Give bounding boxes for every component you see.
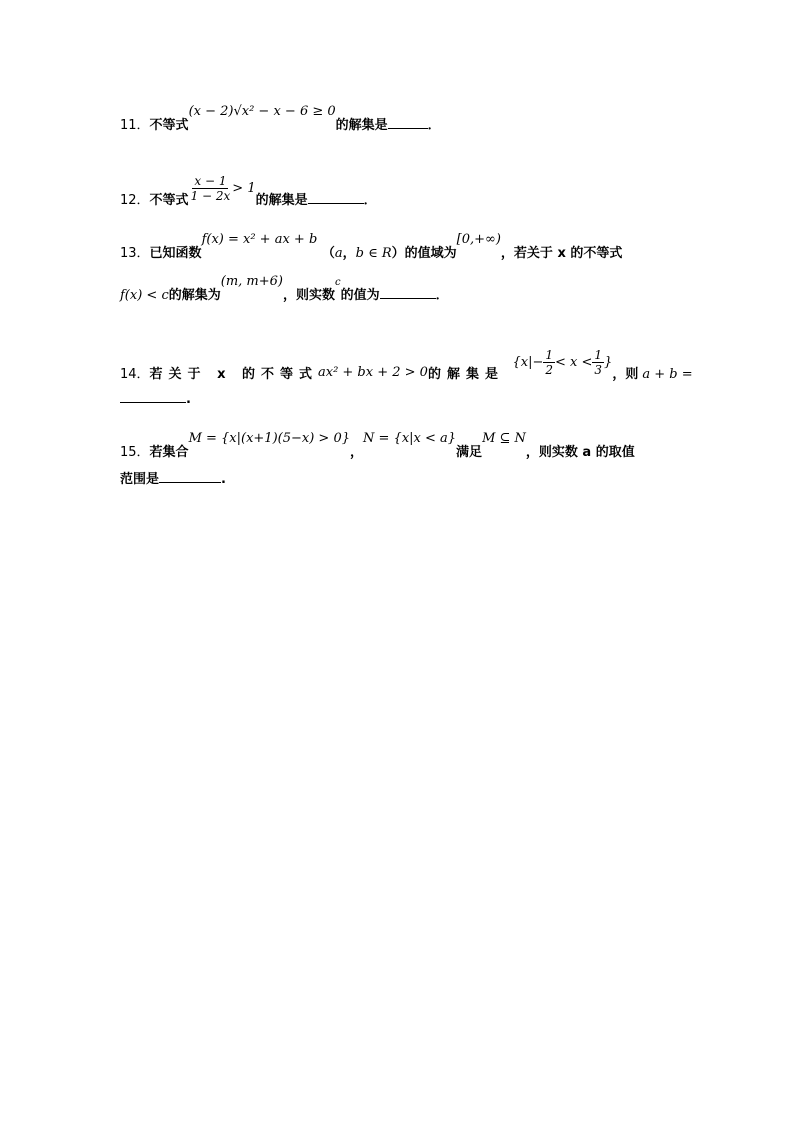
inequality-rhs: > 1 <box>232 181 256 196</box>
answer-blank[interactable] <box>308 191 364 204</box>
question-text: 的解集是 <box>427 367 504 382</box>
fraction-numerator: 1 <box>594 348 603 362</box>
inequality-math: ax² + bx + 2 > 0 <box>317 365 428 380</box>
question-12 <box>120 174 377 215</box>
fraction-denominator: 2 <box>545 363 554 377</box>
set-close: } <box>604 355 613 370</box>
question-text: 满足 <box>456 445 483 460</box>
variable: a <box>334 246 343 261</box>
inequality-math: f(x) < c <box>120 288 169 303</box>
question-text: ，若关于 x 的不等式 <box>500 246 623 261</box>
question-text: ，则实数 a 的取值 <box>525 445 635 460</box>
question-text: 的解集为 <box>168 288 221 303</box>
set-open: {x|− <box>512 355 544 370</box>
question-text: 若集合 <box>149 445 189 460</box>
set-n-math: N = {x|x < a} <box>363 431 457 446</box>
subset-math: M ⊆ N <box>482 431 526 446</box>
fraction-numerator: x − 1 <box>194 174 227 188</box>
question-14-line-1 <box>120 348 693 389</box>
question-text: 的值为 <box>340 288 380 303</box>
question-text: ，则实数 <box>282 288 335 303</box>
punctuation: ． <box>435 288 449 303</box>
fraction-denominator: 1 − 2x <box>190 189 231 203</box>
paren: ） <box>391 246 405 261</box>
punctuation: ． <box>363 193 377 208</box>
question-15-line-1 <box>120 431 635 463</box>
question-number: 12． <box>120 193 150 208</box>
answer-blank[interactable] <box>380 286 436 299</box>
fraction-denominator: 3 <box>594 363 603 377</box>
punctuation: ． <box>427 118 441 133</box>
fraction-half <box>543 348 555 377</box>
comma: ， <box>350 445 364 460</box>
inequality-math: (x − 2)√x² − x − 6 ≥ 0 <box>188 104 336 119</box>
question-text: 范围是 <box>120 472 160 487</box>
question-text: ，则 <box>612 367 639 382</box>
answer-blank[interactable] <box>120 390 186 403</box>
fraction <box>189 174 233 203</box>
fraction-third <box>592 348 604 377</box>
question-number: 15． <box>120 445 150 460</box>
answer-blank[interactable] <box>388 116 428 129</box>
fraction-numerator: 1 <box>545 348 554 362</box>
question-13-line-1 <box>120 232 623 264</box>
question-14-line-2 <box>120 390 191 410</box>
set-math: b ∈ R <box>355 246 392 261</box>
question-number: 14． <box>120 367 150 382</box>
question-text: 的解集是 <box>255 193 308 208</box>
question-text: 的值域为 <box>404 246 457 261</box>
comma: ， <box>342 246 356 261</box>
question-text: 不等式 <box>149 118 189 133</box>
punctuation: . <box>221 472 226 487</box>
interval-math: (m, m+6) <box>220 274 283 289</box>
question-11 <box>120 104 441 136</box>
range-math: [0,+∞) <box>456 232 501 247</box>
expression-math: a + b = <box>642 367 693 382</box>
question-15-line-2 <box>120 470 226 490</box>
set-m-math: M = {x|(x+1)(5−x) > 0} <box>188 431 350 446</box>
question-number: 11． <box>120 118 150 133</box>
question-number: 13． <box>120 246 150 261</box>
paren: （ <box>321 246 335 261</box>
question-13-line-2 <box>120 274 449 307</box>
punctuation: . <box>186 392 191 407</box>
answer-blank[interactable] <box>159 470 221 483</box>
question-text: 不等式 <box>149 193 189 208</box>
question-text: 已知函数 <box>149 246 202 261</box>
function-math: f(x) = x² + ax + b <box>201 232 318 247</box>
solution-set <box>513 348 613 377</box>
question-text: 若关于 x 的不等式 <box>149 367 318 382</box>
question-text: 的解集是 <box>335 118 388 133</box>
inequality-mid: < x < <box>555 355 593 370</box>
variable: c <box>335 277 341 288</box>
